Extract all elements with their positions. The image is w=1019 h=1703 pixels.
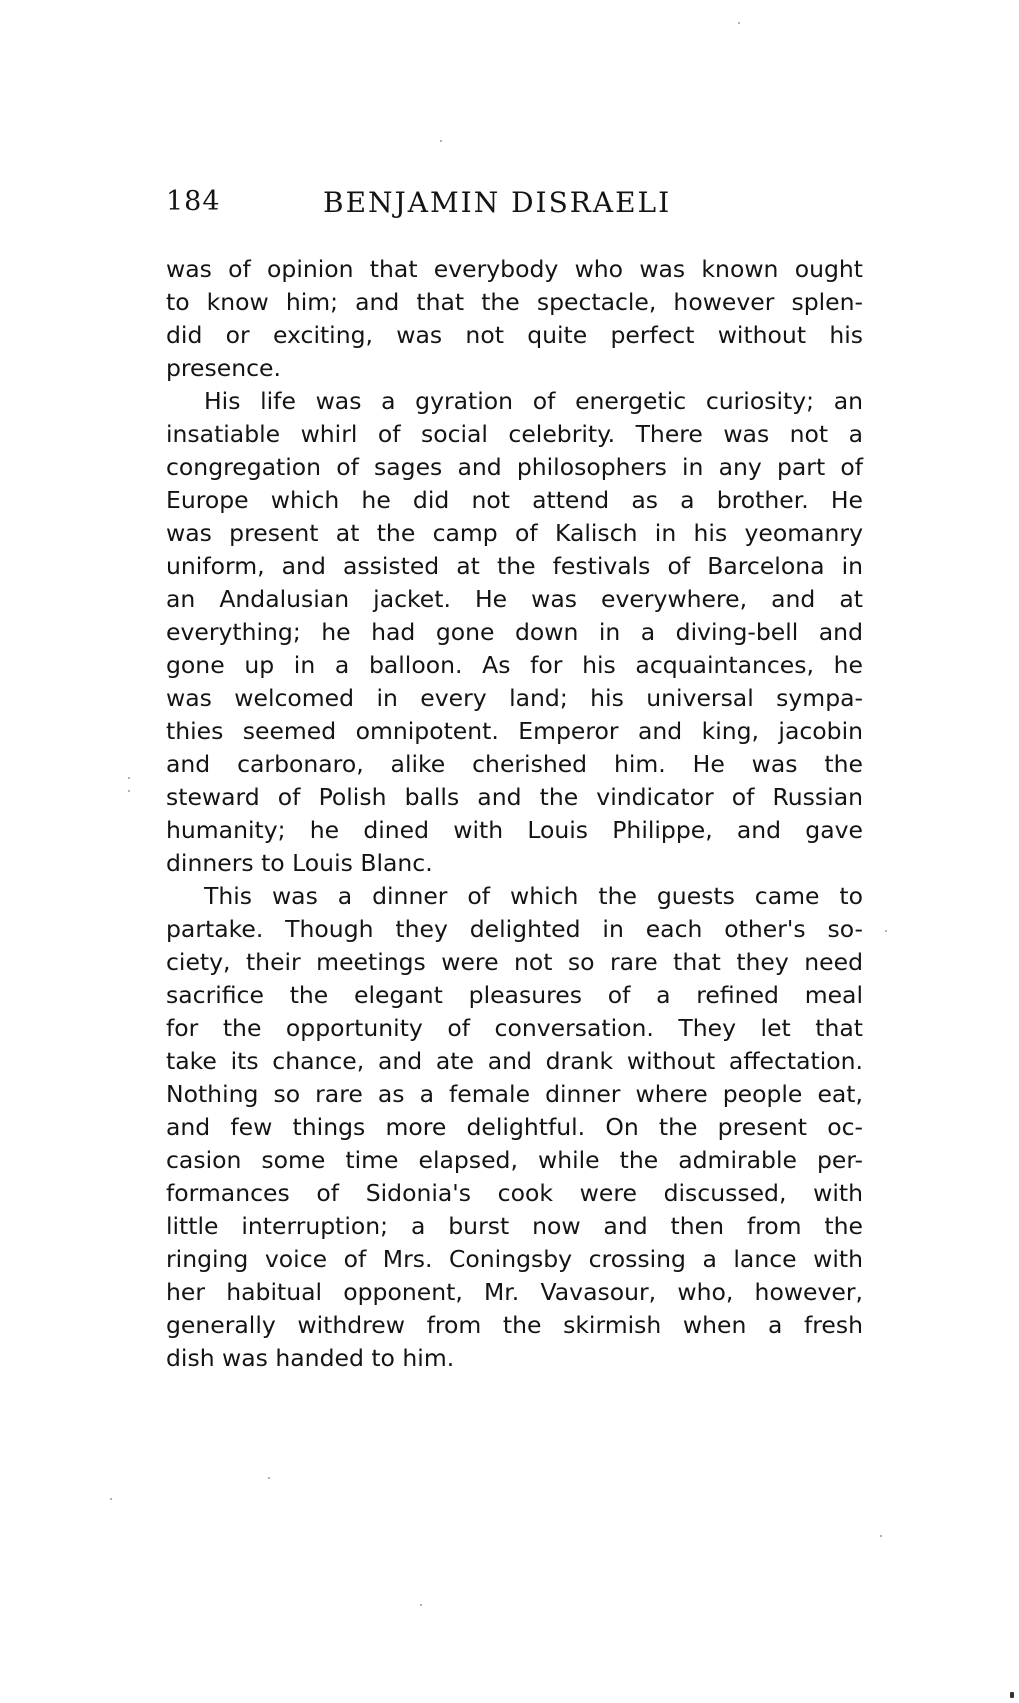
text-line: to know him; and that the spectacle, however splen- bbox=[166, 288, 863, 316]
text-line: Europe which he did not attend as a brother. He bbox=[166, 486, 863, 514]
text-line: her habitual opponent, Mr. Vavasour, who, however, bbox=[166, 1278, 863, 1306]
speck bbox=[885, 930, 887, 932]
text-line: casion some time elapsed, while the admirable per- bbox=[166, 1146, 863, 1174]
text-line: ringing voice of Mrs. Coningsby crossing a lance with bbox=[166, 1245, 863, 1273]
text-line: thies seemed omnipotent. Emperor and king, jacobin bbox=[166, 717, 863, 745]
speck bbox=[880, 1535, 882, 1537]
text-line: presence. bbox=[166, 354, 281, 382]
running-title: BENJAMIN DISRAELI bbox=[323, 186, 672, 219]
text-line: insatiable whirl of social celebrity. There was not a bbox=[166, 420, 863, 448]
text-line: His life was a gyration of energetic curiosity; an bbox=[204, 387, 863, 415]
speck bbox=[1010, 1692, 1014, 1698]
paragraph-2 bbox=[166, 385, 863, 880]
text-line: an Andalusian jacket. He was everywhere, and at bbox=[166, 585, 863, 613]
text-line: generally withdrew from the skirmish when a fresh bbox=[166, 1311, 863, 1339]
speck bbox=[420, 1604, 422, 1606]
text-line: uniform, and assisted at the festivals of Barcelona in bbox=[166, 552, 863, 580]
speck bbox=[268, 1477, 270, 1479]
text-line: Nothing so rare as a female dinner where people eat, bbox=[166, 1080, 863, 1108]
text-line: did or exciting, was not quite perfect without his bbox=[166, 321, 863, 349]
text-line: for the opportunity of conversation. They let that bbox=[166, 1014, 863, 1042]
text-line: ciety, their meetings were not so rare that they need bbox=[166, 948, 863, 976]
speck bbox=[110, 1498, 112, 1500]
body-text bbox=[166, 253, 863, 1375]
speck bbox=[128, 790, 130, 792]
text-line: sacrifice the elegant pleasures of a refined meal bbox=[166, 981, 863, 1009]
text-line: formances of Sidonia's cook were discussed, with bbox=[166, 1179, 863, 1207]
text-line: everything; he had gone down in a diving-bell and bbox=[166, 618, 863, 646]
text-line: and carbonaro, alike cherished him. He was the bbox=[166, 750, 863, 778]
text-line: was welcomed in every land; his universal sympa- bbox=[166, 684, 863, 712]
text-line: partake. Though they delighted in each other's so- bbox=[166, 915, 863, 943]
text-line: was of opinion that everybody who was known ought bbox=[166, 255, 863, 283]
text-line: was present at the camp of Kalisch in his yeomanry bbox=[166, 519, 863, 547]
text-line: gone up in a balloon. As for his acquaintances, he bbox=[166, 651, 863, 679]
speck bbox=[738, 22, 740, 24]
text-line: humanity; he dined with Louis Philippe, and gave bbox=[166, 816, 863, 844]
running-head bbox=[166, 186, 866, 230]
text-line: take its chance, and ate and drank without affectation. bbox=[166, 1047, 863, 1075]
text-line: dish was handed to him. bbox=[166, 1344, 455, 1372]
text-line: and few things more delightful. On the present oc- bbox=[166, 1113, 863, 1141]
text-line: This was a dinner of which the guests came to bbox=[204, 882, 863, 910]
paragraph-3 bbox=[166, 880, 863, 1375]
page-number: 184 bbox=[166, 186, 221, 217]
speck bbox=[440, 140, 442, 142]
text-line: dinners to Louis Blanc. bbox=[166, 849, 433, 877]
speck bbox=[128, 777, 130, 779]
text-line: congregation of sages and philosophers in any part of bbox=[166, 453, 863, 481]
text-line: steward of Polish balls and the vindicator of Russian bbox=[166, 783, 863, 811]
paragraph-1 bbox=[166, 253, 863, 385]
text-line: little interruption; a burst now and then from the bbox=[166, 1212, 863, 1240]
